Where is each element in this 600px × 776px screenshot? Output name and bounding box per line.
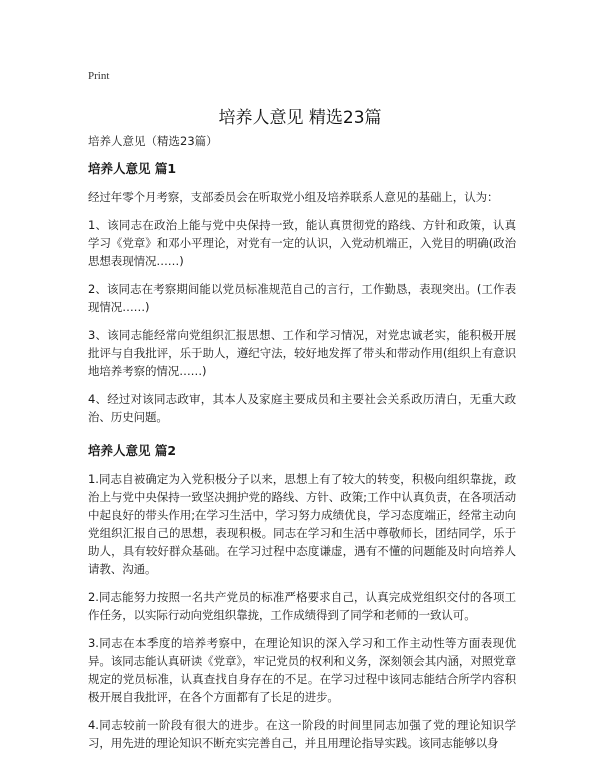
paragraph: 1.同志自被确定为入党积极分子以来，思想上有了较大的转变，积极向组织靠拢，政治上与党中央保持一致坚决拥护党的路线、方针、政策;工作中认真负责，在各项活动中起良好的带头作用;在学习生活中，学习努力成绩优良，学习态度端正，经常主动向党组织汇报自己的思想，表现积极。同志在学习和生活中尊敬师长，团结同学，乐于助人，具有较好群众基础。在学习过程中态度谦虚，遇有不懂的问题能及时向培养人请教、沟通。 <box>88 472 516 576</box>
document-subtitle: 培养人意见（精选23篇） <box>88 134 218 148</box>
paragraph: 4.同志较前一阶段有很大的进步。在这一阶段的时间里同志加强了党的理论知识学习，用先进的理论知识不断充实完善自己，并且用理论指导实践。该同志能够以身 <box>88 718 516 750</box>
paragraph: 3、该同志能经常向党组织汇报思想、工作和学习情况，对党忠诚老实，能积极开展批评与自我批评，乐于助人，遵纪守法，较好地发挥了带头和带动作用(组织上有意识地培养考察的情况……) <box>88 328 516 378</box>
section-heading: 培养人意见 篇1 <box>88 161 177 176</box>
paragraph: 2、该同志在考察期间能以党员标准规范自己的言行，工作勤恳，表现突出。(工作表现情况……) <box>88 282 516 314</box>
print-label: Print <box>88 70 110 82</box>
paragraph: 1、该同志在政治上能与党中央保持一致，能认真贯彻党的路线、方针和政策，认真学习《党章》和邓小平理论，对党有一定的认识，入党动机端正，入党目的明确(政治思想表现情况……) <box>88 218 516 268</box>
page-title: 培养人意见 精选23篇 <box>218 108 382 128</box>
paragraph: 3.同志在本季度的培养考察中，在理论知识的深入学习和工作主动性等方面表现优异。该同志能认真研读《党章》，牢记党员的权利和义务，深刻领会其内涵，对照党章规定的党员标准，认真查找自身存在的不足。在学习过程中该同志能结合所学内容积极开展自我批评，在各个方面都有了长足的进步。 <box>88 636 516 704</box>
paragraph: 经过年零个月考察，支部委员会在听取党小组及培养联系人意见的基础上，认为： <box>88 190 499 204</box>
section-2 <box>88 442 516 752</box>
section-1 <box>88 160 516 426</box>
paragraph: 2.同志能努力按照一名共产党员的标准严格要求自己，认真完成党组织交付的各项工作任务，以实际行动向党组织靠拢，工作成绩得到了同学和老师的一致认可。 <box>88 590 516 622</box>
document-body <box>88 160 516 762</box>
section-heading: 培养人意见 篇2 <box>88 443 177 458</box>
paragraph: 4、经过对该同志政审，其本人及家庭主要成员和主要社会关系政历清白，无重大政治、历史问题。 <box>88 392 516 424</box>
